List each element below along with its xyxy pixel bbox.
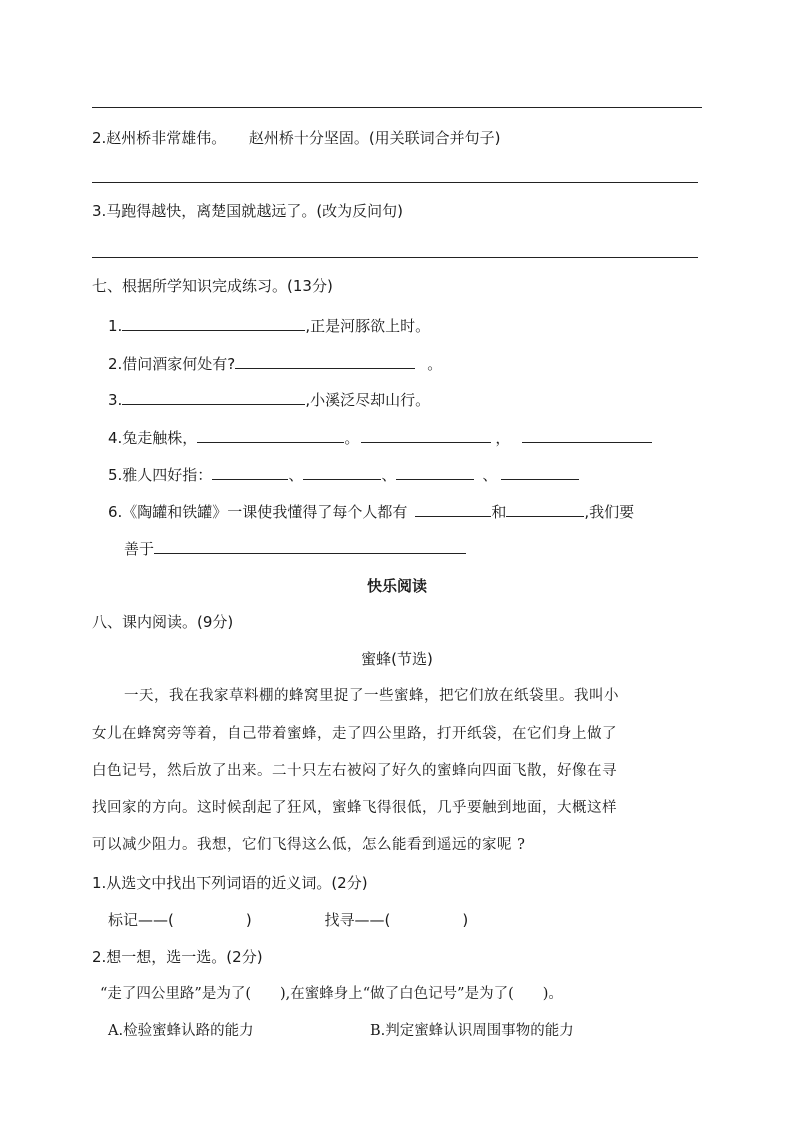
question-6-3: 3.马跑得越快，离楚国就越远了。(改为反问句) [92,202,404,220]
answer-line[interactable] [92,257,698,258]
item-text: ,我们要 [584,503,635,521]
close-paren: ) [462,911,469,929]
passage-title: 蜜蜂(节选) [361,650,433,668]
fill-blank[interactable] [122,388,305,405]
section-8-heading: 八、课内阅读。(9分) [92,613,234,631]
passage-line: 白色记号，然后放了出来。二十只左右被闷了好久的蜜蜂向四面飞散，好像在寻 [92,763,617,779]
fill-blank[interactable] [303,463,381,480]
answer-line[interactable] [92,182,698,183]
passage-line: 可以减少阻力。我想，它们飞得这么低，怎么能看到遥远的家呢 ? [92,837,526,853]
fill-blank[interactable] [522,426,652,443]
close-paren: ) [245,911,252,929]
fill-blank[interactable] [235,352,415,369]
question-6-2: 2.赵州桥非常雄伟。 赵州桥十分坚固。(用关联词合并句子) [92,129,501,147]
punct: 、 [381,466,397,484]
question-7-6-line2 [124,537,466,559]
question-7-4 [108,426,652,448]
fill-blank[interactable] [396,463,474,480]
fill-blank[interactable] [415,500,491,517]
question-8-2: 2.想一想，选一选。(2分) [92,948,263,966]
item-text: ,正是河豚欲上时。 [305,317,431,335]
passage-line: 一天，我在我家草料棚的蜂窝里捉了一些蜜蜂，把它们放在纸袋里。我叫小 [124,688,619,704]
punct: 、 [482,466,498,484]
punct: 、 [288,466,304,484]
item-text: 善于 [124,540,155,558]
option-b[interactable]: B.判定蜜蜂认识周围事物的能力 [370,1023,574,1039]
fill-blank[interactable] [197,426,344,443]
item-text: 5.雅人四好指： [108,466,213,484]
item-text: 4.兔走触株， [108,429,198,447]
fill-blank[interactable] [154,537,466,554]
question-8-2-sentence: “走了四公里路”是为了( ),在蜜蜂身上“做了白色记号”是为了( )。 [100,986,563,1002]
fill-blank[interactable] [361,426,491,443]
fill-blank[interactable] [506,500,584,517]
item-text: 。 [427,355,443,373]
question-7-3 [108,388,430,410]
option-a[interactable]: A.检验蜜蜂认路的能力 [108,1023,254,1039]
question-7-5 [108,463,579,485]
happy-reading-title: 快乐阅读 [366,577,427,595]
punct: 。 [344,429,360,447]
passage-line: 女儿在蜂窝旁等着，自己带着蜜蜂，走了四公里路，打开纸袋，在它们身上做了 [92,726,617,742]
fill-blank[interactable] [501,463,579,480]
item-number: 1. [108,317,123,335]
item-text: 6.《陶罐和铁罐》一课使我懂得了每个人都有 [108,503,408,521]
synonym-a-label: 标记——( [108,911,174,929]
item-text: ,小溪泛尽却山行。 [305,391,431,409]
synonym-row [108,910,468,930]
fill-blank[interactable] [212,463,288,480]
question-7-1 [108,314,430,336]
fill-blank[interactable] [122,314,305,331]
question-7-6 [108,500,634,522]
answer-line[interactable] [92,107,702,108]
punct: ， [495,429,511,447]
question-8-1: 1.从选文中找出下列词语的近义词。(2分) [92,874,368,892]
passage-line: 找回家的方向。这时候刮起了狂风，蜜蜂飞得很低，几乎要触到地面，大概这样 [92,800,617,816]
item-number: 3. [108,391,123,409]
question-7-2 [108,352,442,374]
item-text: 和 [491,503,507,521]
synonym-b-label: 找寻——( [324,911,391,929]
item-text: 2.借问酒家何处有? [108,355,236,373]
section-7-heading: 七、根据所学知识完成练习。(13分) [92,277,333,295]
